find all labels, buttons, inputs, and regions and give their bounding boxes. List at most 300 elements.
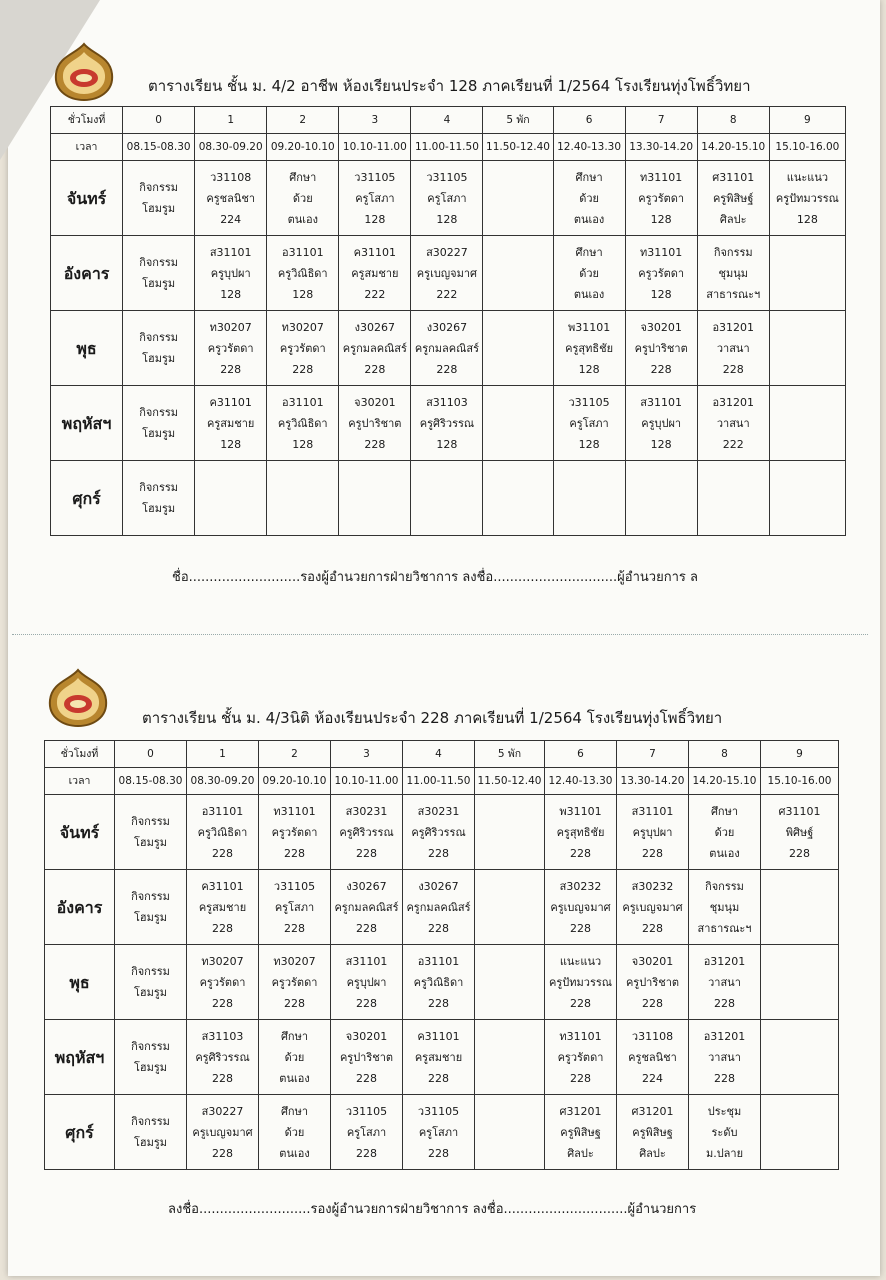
- cell-line: ครูเบญจมาศ: [416, 266, 478, 280]
- cell-line: 222: [436, 287, 458, 301]
- cell-line: ศึกษา: [575, 170, 603, 184]
- cell-line: 228: [570, 996, 591, 1010]
- cell-line: 128: [436, 437, 458, 451]
- cell-line: แนะแนว: [559, 954, 602, 968]
- schedule-cell: [187, 945, 259, 1020]
- schedule-cell: [115, 1095, 187, 1170]
- cell-line: ท30207: [209, 320, 252, 334]
- cell-line: ท31101: [640, 170, 683, 184]
- cell-line: ครูพิสิษฐ์: [712, 191, 754, 205]
- period-cell: 1: [187, 741, 259, 768]
- schedule-cell: [403, 1095, 475, 1170]
- cell-line: ค31101: [201, 879, 244, 893]
- cell-line: 128: [796, 212, 818, 226]
- day-row: [51, 161, 846, 236]
- cell-line: ค31101: [417, 1029, 460, 1043]
- cell-line: 228: [212, 846, 233, 860]
- cell-line: โฮมรูม: [133, 986, 168, 999]
- cell-line: ศึกษา: [280, 1104, 309, 1118]
- time-row: [45, 768, 839, 795]
- school-logo-icon: [52, 40, 116, 104]
- schedule-cell: [689, 1095, 761, 1170]
- cell-line: อ31201: [703, 954, 746, 968]
- cell-line: ครูสมชาย: [207, 416, 255, 430]
- time-cell: 11.50-12.40: [475, 768, 545, 795]
- schedule-cell: [259, 1095, 331, 1170]
- cell-line: ม.ปลาย: [705, 1146, 744, 1160]
- cell-line: ตนเอง: [573, 287, 605, 301]
- cell-line: ครูวรัตดา: [271, 975, 318, 989]
- period-cell: 2: [267, 107, 339, 134]
- schedule-cell: [187, 795, 259, 870]
- cell-line: ท31101: [559, 1029, 602, 1043]
- schedule-cell: [761, 1020, 839, 1095]
- cell-line: ครูวรัตดา: [271, 825, 318, 839]
- period-cell: 3: [331, 741, 403, 768]
- school-logo-icon: [46, 666, 110, 730]
- cell-line: ค31101: [209, 395, 252, 409]
- time-cell: 11.00-11.50: [411, 134, 483, 161]
- cell-line: 222: [364, 287, 386, 301]
- schedule-cell: [259, 945, 331, 1020]
- schedule-cell: [123, 461, 195, 536]
- cell-line: ด้วย: [714, 825, 735, 839]
- cell-line: ครูสุทธิชัย: [565, 341, 614, 355]
- cell-line: ครูปัทมวรรณ: [775, 191, 839, 205]
- cell-line: ว31108: [210, 170, 252, 184]
- time-cell: 11.00-11.50: [403, 768, 475, 795]
- schedule-cell: [339, 461, 411, 536]
- cell-line: อ31101: [417, 954, 460, 968]
- cell-line: ส31101: [345, 954, 388, 968]
- schedule-cell: [483, 386, 553, 461]
- timetable: [44, 740, 839, 1170]
- cell-line: 128: [292, 287, 314, 301]
- cell-line: ศ31201: [559, 1104, 602, 1118]
- period-label: ชั่วโมงที่: [51, 107, 123, 134]
- cell-line: ครูโสภา: [355, 191, 395, 205]
- time-cell: 13.30-14.20: [617, 768, 689, 795]
- schedule-cell: [697, 311, 769, 386]
- cell-line: ครูปัทมวรรณ: [549, 975, 612, 989]
- schedule-cell: [553, 311, 625, 386]
- time-cell: 09.20-10.10: [267, 134, 339, 161]
- cell-line: 128: [650, 437, 672, 451]
- cell-line: กิจกรรม: [139, 331, 179, 344]
- cell-line: ครูปาริชาต: [339, 1050, 394, 1064]
- period-cell: 1: [195, 107, 267, 134]
- cell-line: 228: [428, 1146, 449, 1160]
- schedule-cell: [697, 161, 769, 236]
- day-row: [45, 795, 839, 870]
- schedule-cell: [697, 461, 769, 536]
- cell-line: 228: [212, 1071, 233, 1085]
- cell-line: ครูศิริวรรณ: [339, 825, 394, 839]
- schedule-cell: [339, 311, 411, 386]
- schedule-cell: [617, 870, 689, 945]
- schedule-cell: [411, 386, 483, 461]
- cell-line: พ31101: [567, 320, 611, 334]
- cell-line: สาธารณะฯ: [697, 921, 752, 935]
- schedule-cell: [331, 1020, 403, 1095]
- schedule-cell: [625, 386, 697, 461]
- schedule-cell: [697, 236, 769, 311]
- time-cell: 14.20-15.10: [697, 134, 769, 161]
- cell-line: ท30207: [273, 954, 316, 968]
- cell-line: ครูวรัตดา: [279, 341, 326, 355]
- cell-line: โฮมรูม: [133, 1061, 168, 1074]
- cell-line: ส30232: [559, 879, 602, 893]
- cell-line: ครูสมชาย: [198, 900, 247, 914]
- cell-line: 228: [789, 846, 810, 860]
- cell-line: สาธารณะฯ: [706, 287, 761, 301]
- cell-line: กิจกรรม: [131, 1115, 170, 1128]
- day-row: [45, 945, 839, 1020]
- cell-line: 228: [292, 362, 314, 376]
- cell-line: วาสนา: [716, 416, 750, 430]
- cell-line: ศิลปะ: [719, 212, 747, 226]
- page-divider: [12, 634, 868, 635]
- schedule-cell: [187, 870, 259, 945]
- schedule-cell: [195, 161, 267, 236]
- schedule-cell: [475, 1020, 545, 1095]
- schedule-cell: [625, 461, 697, 536]
- cell-line: พิศิษฐ์: [785, 825, 814, 839]
- signature-line: ชื่อ...........................รองผู้อำนวยการฝ่ายวิชาการ ลงชื่อ..............................ผู้อำนวยการ ล: [172, 570, 698, 585]
- day-row: [45, 1020, 839, 1095]
- cell-line: 228: [642, 921, 663, 935]
- schedule-cell: [617, 945, 689, 1020]
- cell-line: 228: [436, 362, 458, 376]
- cell-line: อ31101: [281, 245, 324, 259]
- cell-line: ครูปาริชาต: [625, 975, 680, 989]
- cell-line: อ31101: [201, 804, 244, 818]
- cell-line: ว31105: [354, 170, 396, 184]
- cell-line: 228: [650, 362, 672, 376]
- cell-line: โฮมรูม: [142, 352, 176, 365]
- cell-line: อ31101: [281, 395, 324, 409]
- period-cell: 9: [761, 741, 839, 768]
- cell-line: ครูศิริวรรณ: [195, 1050, 250, 1064]
- period-cell: 4: [411, 107, 483, 134]
- schedule-cell: [267, 236, 339, 311]
- cell-line: ศิลปะ: [567, 1146, 594, 1160]
- schedule-cell: [411, 311, 483, 386]
- cell-line: ว31105: [417, 1104, 460, 1118]
- cell-line: ศึกษา: [710, 804, 739, 818]
- day-name: พฤหัสฯ: [45, 1020, 115, 1095]
- period-row: [51, 107, 846, 134]
- cell-line: ส31103: [426, 395, 468, 409]
- schedule-cell: [115, 945, 187, 1020]
- period-cell: 4: [403, 741, 475, 768]
- cell-line: ครูบุปผา: [346, 975, 387, 989]
- schedule-cell: [769, 386, 845, 461]
- cell-line: ท31101: [640, 245, 683, 259]
- schedule-title: ตารางเรียน ชั้น ม. 4/2 อาชีพ ห้องเรียนประจำ 128 ภาคเรียนที่ 1/2564 โรงเรียนทุ่งโพธิ์วิทยา: [148, 77, 751, 95]
- cell-line: อ31201: [712, 395, 755, 409]
- cell-line: ว31105: [568, 395, 610, 409]
- schedule-cell: [689, 945, 761, 1020]
- cell-line: 128: [650, 287, 672, 301]
- time-cell: 08.15-08.30: [115, 768, 187, 795]
- schedule-cell: [625, 311, 697, 386]
- cell-line: ส30227: [201, 1104, 244, 1118]
- period-cell: 0: [115, 741, 187, 768]
- cell-line: ชุมนุม: [709, 900, 740, 914]
- cell-line: 224: [220, 212, 242, 226]
- schedule-cell: [483, 236, 553, 311]
- cell-line: ครูวิณิธิดา: [413, 975, 464, 989]
- cell-line: 228: [356, 996, 377, 1010]
- cell-line: 228: [220, 362, 242, 376]
- cell-line: 222: [722, 437, 744, 451]
- schedule-cell: [689, 870, 761, 945]
- cell-line: 224: [642, 1071, 663, 1085]
- cell-line: กิจกรรม: [713, 245, 753, 259]
- cell-line: 228: [356, 1146, 377, 1160]
- cell-line: ครูโสภา: [427, 191, 467, 205]
- cell-line: 228: [356, 846, 377, 860]
- cell-line: จ30201: [345, 1029, 388, 1043]
- cell-line: ครูพิสิษฐ: [560, 1125, 601, 1139]
- period-cell: 5 พัก: [483, 107, 553, 134]
- cell-line: ส30231: [345, 804, 388, 818]
- cell-line: ตนเอง: [279, 1071, 310, 1085]
- schedule-cell: [697, 386, 769, 461]
- period-cell: 9: [769, 107, 845, 134]
- cell-line: ระดับ: [711, 1125, 738, 1139]
- cell-line: 228: [284, 846, 305, 860]
- cell-line: ส30231: [417, 804, 460, 818]
- cell-line: วาสนา: [708, 1050, 741, 1064]
- cell-line: กิจกรรม: [131, 890, 170, 903]
- cell-line: ครูเบญจมาศ: [550, 900, 611, 914]
- schedule-cell: [475, 945, 545, 1020]
- cell-line: โฮมรูม: [142, 202, 176, 215]
- day-row: [51, 386, 846, 461]
- schedule-cell: [617, 795, 689, 870]
- cell-line: 128: [578, 437, 600, 451]
- timetable: [50, 106, 846, 536]
- period-row: [45, 741, 839, 768]
- period-cell: 2: [259, 741, 331, 768]
- cell-line: 228: [356, 1071, 377, 1085]
- schedule-cell: [625, 161, 697, 236]
- cell-line: ครูชลนิชา: [206, 191, 256, 205]
- cell-line: ครูกมลคณิสร์: [342, 341, 407, 355]
- schedule-cell: [123, 161, 195, 236]
- cell-line: ครูปาริชาต: [634, 341, 688, 355]
- cell-line: ศิลปะ: [639, 1146, 666, 1160]
- time-cell: 15.10-16.00: [761, 768, 839, 795]
- cell-line: ครูวิณิธิดา: [197, 825, 248, 839]
- cell-line: 228: [364, 437, 386, 451]
- time-cell: 08.30-09.20: [187, 768, 259, 795]
- day-name: พุธ: [45, 945, 115, 1020]
- cell-line: ด้วย: [284, 1050, 305, 1064]
- cell-line: กิจกรรม: [139, 256, 179, 269]
- cell-line: อ31201: [703, 1029, 746, 1043]
- schedule-cell: [403, 1020, 475, 1095]
- schedule-cell: [553, 161, 625, 236]
- schedule-cell: [331, 795, 403, 870]
- cell-line: ตนเอง: [573, 212, 605, 226]
- cell-line: 228: [642, 996, 663, 1010]
- schedule-cell: [123, 236, 195, 311]
- cell-line: ว31105: [345, 1104, 388, 1118]
- schedule-cell: [403, 945, 475, 1020]
- cell-line: 128: [578, 362, 600, 376]
- cell-line: ค31101: [353, 245, 397, 259]
- cell-line: ครูวรัตดา: [638, 266, 685, 280]
- time-cell: 11.50-12.40: [483, 134, 553, 161]
- schedule-cell: [115, 795, 187, 870]
- cell-line: ครูพิสิษฐ: [632, 1125, 673, 1139]
- schedule-cell: [339, 161, 411, 236]
- cell-line: ครูเบญจมาศ: [192, 1125, 253, 1139]
- day-row: [45, 1095, 839, 1170]
- cell-line: ส30227: [426, 245, 468, 259]
- cell-line: 128: [292, 437, 314, 451]
- cell-line: ง30267: [346, 879, 387, 893]
- schedule-cell: [761, 945, 839, 1020]
- day-name: จันทร์: [51, 161, 123, 236]
- schedule-cell: [545, 1020, 617, 1095]
- cell-line: ท30207: [201, 954, 244, 968]
- cell-line: ตนเอง: [287, 212, 318, 226]
- cell-line: ศ31101: [778, 804, 821, 818]
- period-cell: 0: [123, 107, 195, 134]
- cell-line: ครูโสภา: [274, 900, 315, 914]
- schedule-cell: [769, 461, 845, 536]
- schedule-cell: [483, 311, 553, 386]
- time-cell: 10.10-11.00: [339, 134, 411, 161]
- cell-line: ง30267: [426, 320, 468, 334]
- cell-line: ส31101: [209, 245, 252, 259]
- period-cell: 3: [339, 107, 411, 134]
- period-cell: 7: [617, 741, 689, 768]
- period-cell: 7: [625, 107, 697, 134]
- schedule-cell: [339, 386, 411, 461]
- cell-line: 228: [428, 996, 449, 1010]
- day-name: จันทร์: [45, 795, 115, 870]
- cell-line: ครูปาริชาต: [348, 416, 402, 430]
- cell-line: ท30207: [281, 320, 324, 334]
- schedule-cell: [545, 795, 617, 870]
- schedule-cell: [115, 1020, 187, 1095]
- day-name: ศุกร์: [51, 461, 123, 536]
- schedule-cell: [187, 1020, 259, 1095]
- cell-line: ง30267: [418, 879, 459, 893]
- schedule-cell: [195, 311, 267, 386]
- cell-line: ครูสมชาย: [414, 1050, 463, 1064]
- schedule-cell: [115, 870, 187, 945]
- schedule-cell: [769, 161, 845, 236]
- cell-line: 228: [284, 921, 305, 935]
- cell-line: ด้วย: [292, 191, 313, 205]
- cell-line: กิจกรรม: [139, 406, 179, 419]
- time-label: เวลา: [45, 768, 115, 795]
- schedule-cell: [553, 386, 625, 461]
- cell-line: ครูกมลคณิสร์: [406, 900, 471, 914]
- cell-line: แนะแนว: [786, 170, 829, 184]
- cell-line: 228: [570, 846, 591, 860]
- cell-line: ตนเอง: [279, 1146, 310, 1160]
- cell-line: 128: [364, 212, 386, 226]
- cell-line: 128: [650, 212, 672, 226]
- day-row: [51, 461, 846, 536]
- time-cell: 12.40-13.30: [545, 768, 617, 795]
- cell-line: 228: [356, 921, 377, 935]
- cell-line: วาสนา: [708, 975, 741, 989]
- schedule-cell: [195, 386, 267, 461]
- time-label: เวลา: [51, 134, 123, 161]
- schedule-cell: [331, 870, 403, 945]
- cell-line: 128: [220, 437, 242, 451]
- cell-line: จ30201: [640, 320, 682, 334]
- schedule-cell: [331, 945, 403, 1020]
- schedule-cell: [331, 1095, 403, 1170]
- cell-line: ครูเบญจมาศ: [622, 900, 683, 914]
- schedule-cell: [761, 870, 839, 945]
- cell-line: ครูวรัตดา: [557, 1050, 604, 1064]
- time-cell: 13.30-14.20: [625, 134, 697, 161]
- cell-line: ครูบุปผา: [632, 825, 673, 839]
- schedule-cell: [545, 945, 617, 1020]
- time-cell: 09.20-10.10: [259, 768, 331, 795]
- cell-line: ศึกษา: [280, 1029, 309, 1043]
- schedule-cell: [545, 870, 617, 945]
- day-name: อังคาร: [51, 236, 123, 311]
- cell-line: ครูชลนิชา: [628, 1050, 677, 1064]
- cell-line: ชุมนุม: [718, 266, 748, 280]
- schedule-cell: [625, 236, 697, 311]
- cell-line: โฮมรูม: [133, 836, 168, 849]
- schedule-cell: [267, 461, 339, 536]
- schedule-cell: [483, 161, 553, 236]
- day-row: [51, 311, 846, 386]
- cell-line: 228: [570, 921, 591, 935]
- schedule-cell: [123, 311, 195, 386]
- cell-line: ส30232: [631, 879, 674, 893]
- cell-line: ด้วย: [579, 266, 599, 280]
- cell-line: 228: [212, 921, 233, 935]
- cell-line: ครูวรัตดา: [199, 975, 246, 989]
- cell-line: ครูกมลคณิสร์: [334, 900, 399, 914]
- period-label: ชั่วโมงที่: [45, 741, 115, 768]
- cell-line: ครูศิริวรรณ: [419, 416, 475, 430]
- period-cell: 6: [553, 107, 625, 134]
- cell-line: โฮมรูม: [133, 911, 168, 924]
- cell-line: โฮมรูม: [142, 277, 176, 290]
- cell-line: 228: [284, 996, 305, 1010]
- cell-line: ส31103: [201, 1029, 244, 1043]
- cell-line: ท31101: [273, 804, 316, 818]
- cell-line: 228: [364, 362, 386, 376]
- schedule-cell: [769, 236, 845, 311]
- cell-line: ครูโสภา: [569, 416, 609, 430]
- schedule-cell: [553, 236, 625, 311]
- cell-line: กิจกรรม: [131, 815, 170, 828]
- day-row: [45, 870, 839, 945]
- time-cell: 14.20-15.10: [689, 768, 761, 795]
- schedule-title: ตารางเรียน ชั้น ม. 4/3นิติ ห้องเรียนประจำ 228 ภาคเรียนที่ 1/2564 โรงเรียนทุ่งโพธิ์วิทยา: [142, 709, 723, 727]
- cell-line: อ31201: [712, 320, 755, 334]
- schedule-cell: [267, 386, 339, 461]
- schedule-cell: [769, 311, 845, 386]
- cell-line: ส31101: [631, 804, 674, 818]
